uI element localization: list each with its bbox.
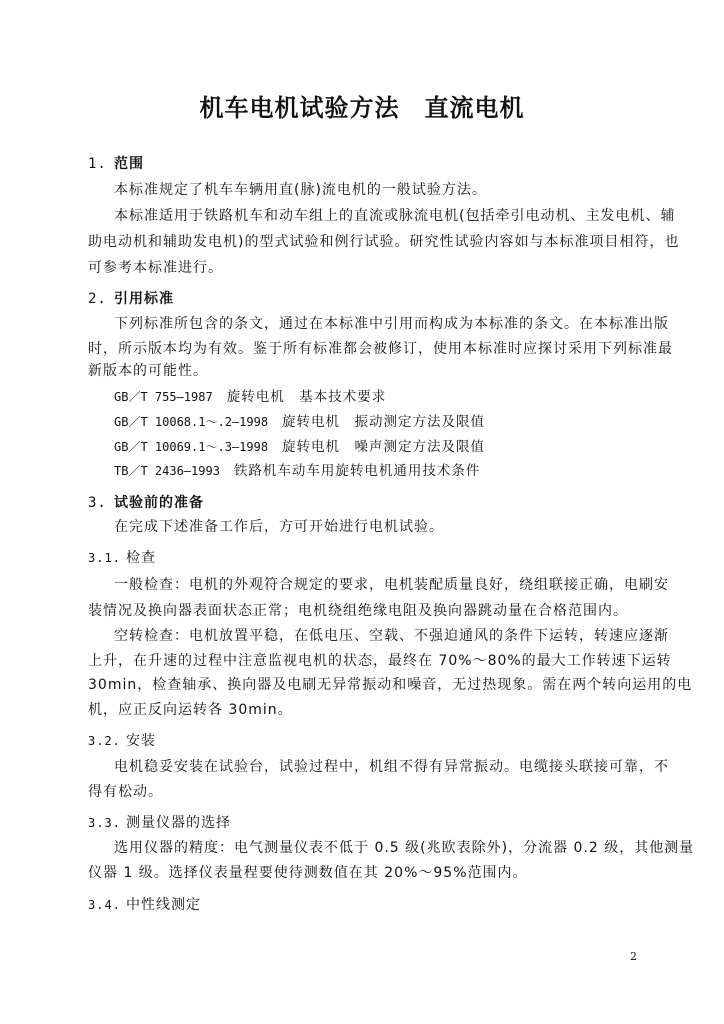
- subsection-3-2-heading: [88, 732, 637, 750]
- subsection-3-1-heading: [88, 549, 637, 567]
- paragraph-line: 本标准适用于铁路机车和动车组上的直流或脉流电机(包括牵引电动机、主发电机、辅: [114, 208, 676, 224]
- section-1-heading: [88, 155, 637, 173]
- section-number: 1.: [88, 156, 107, 172]
- page-number: 2: [630, 950, 637, 963]
- reference-name: 旋转电机 振动测定方法及限值: [282, 414, 486, 430]
- paragraph-line: 空转检查：电机放置平稳，在低电压、空载、不强迫通风的条件下运转，转速应逐渐: [114, 628, 669, 644]
- paragraph-line: 装情况及换向器表面状态正常；电机绕组绝缘电阻及换向器跳动量在合格范围内。: [88, 603, 628, 619]
- section-number: 3.: [88, 495, 107, 511]
- reference-item: [114, 462, 637, 480]
- section-title: 引用标准: [114, 291, 174, 307]
- subsection-number: 3.2.: [88, 734, 121, 748]
- subsection-3-3-heading: [88, 814, 637, 832]
- paragraph-line: 助电动机和辅助发电机)的型式试验和例行试验。研究性试验内容如与本标准项目相符，也: [88, 234, 680, 250]
- section-number: 2.: [88, 291, 107, 307]
- paragraph-line: 上升，在升速的过程中注意监视电机的状态，最终在 70%～80%的最大工作转速下运转: [88, 653, 672, 669]
- reference-item: [114, 438, 637, 456]
- paragraph-line: 新版本的可能性。: [88, 363, 208, 379]
- paragraph-line: 一般检查：电机的外观符合规定的要求，电机装配质量良好，绕组联接正确，电刷安: [114, 577, 669, 593]
- paragraph-line: 下列标准所包含的条文，通过在本标准中引用而构成为本标准的条文。在本标准出版: [114, 316, 669, 332]
- paragraph-line: 时，所示版本均为有效。鉴于所有标准都会被修订，使用本标准时应探讨采用下列标准最: [88, 341, 673, 357]
- subsection-3-4-heading: [88, 896, 637, 914]
- section-title: 范围: [114, 156, 144, 172]
- reference-item: [114, 388, 637, 406]
- reference-code: TB／T 2436—1993: [114, 464, 220, 478]
- section-title: 试验前的准备: [114, 495, 204, 511]
- reference-name: 铁路机车动车用旋转电机通用技术条件: [233, 463, 481, 479]
- paragraph-line: 可参考本标准进行。: [88, 260, 223, 276]
- paragraph-line: 在完成下述准备工作后，方可开始进行电机试验。: [114, 519, 444, 535]
- section-2-heading: [88, 290, 637, 308]
- reference-name: 旋转电机 基本技术要求: [226, 389, 387, 405]
- reference-name: 旋转电机 噪声测定方法及限值: [282, 439, 486, 455]
- subsection-title: 中性线测定: [126, 897, 201, 913]
- subsection-number: 3.4.: [88, 898, 121, 912]
- paragraph-line: 得有松动。: [88, 784, 163, 800]
- reference-item: [114, 413, 637, 431]
- section-3-heading: [88, 494, 637, 512]
- page-title: 机车电机试验方法 直流电机: [199, 94, 525, 122]
- subsection-title: 测量仪器的选择: [126, 815, 231, 831]
- reference-code: GB／T 10068.1～.2—1998: [114, 415, 269, 429]
- reference-code: GB／T 10069.1～.3—1998: [114, 440, 269, 454]
- subsection-number: 3.1.: [88, 551, 121, 565]
- reference-code: GB／T 755—1987: [114, 390, 213, 404]
- subsection-number: 3.3.: [88, 816, 121, 830]
- paragraph-line: 30min，检查轴承、换向器及电刷无异常振动和噪音，无过热现象。需在两个转向运用的电: [88, 677, 693, 693]
- subsection-title: 检查: [126, 550, 156, 566]
- subsection-title: 安装: [126, 733, 156, 749]
- paragraph-line: 仪器 1 级。选择仪表量程要使待测数值在其 20%～95%范围内。: [88, 865, 528, 881]
- paragraph-line: 本标准规定了机车车辆用直(脉)流电机的一般试验方法。: [114, 182, 487, 198]
- paragraph-line: 电机稳妥安装在试验台，试验过程中，机组不得有异常振动。电缆接头联接可靠，不: [114, 759, 669, 775]
- paragraph-line: 机，应正反向运转各 30min。: [88, 702, 293, 718]
- paragraph-line: 选用仪器的精度：电气测量仪表不低于 0.5 级(兆欧表除外)，分流器 0.2 级，其他测量: [114, 840, 695, 856]
